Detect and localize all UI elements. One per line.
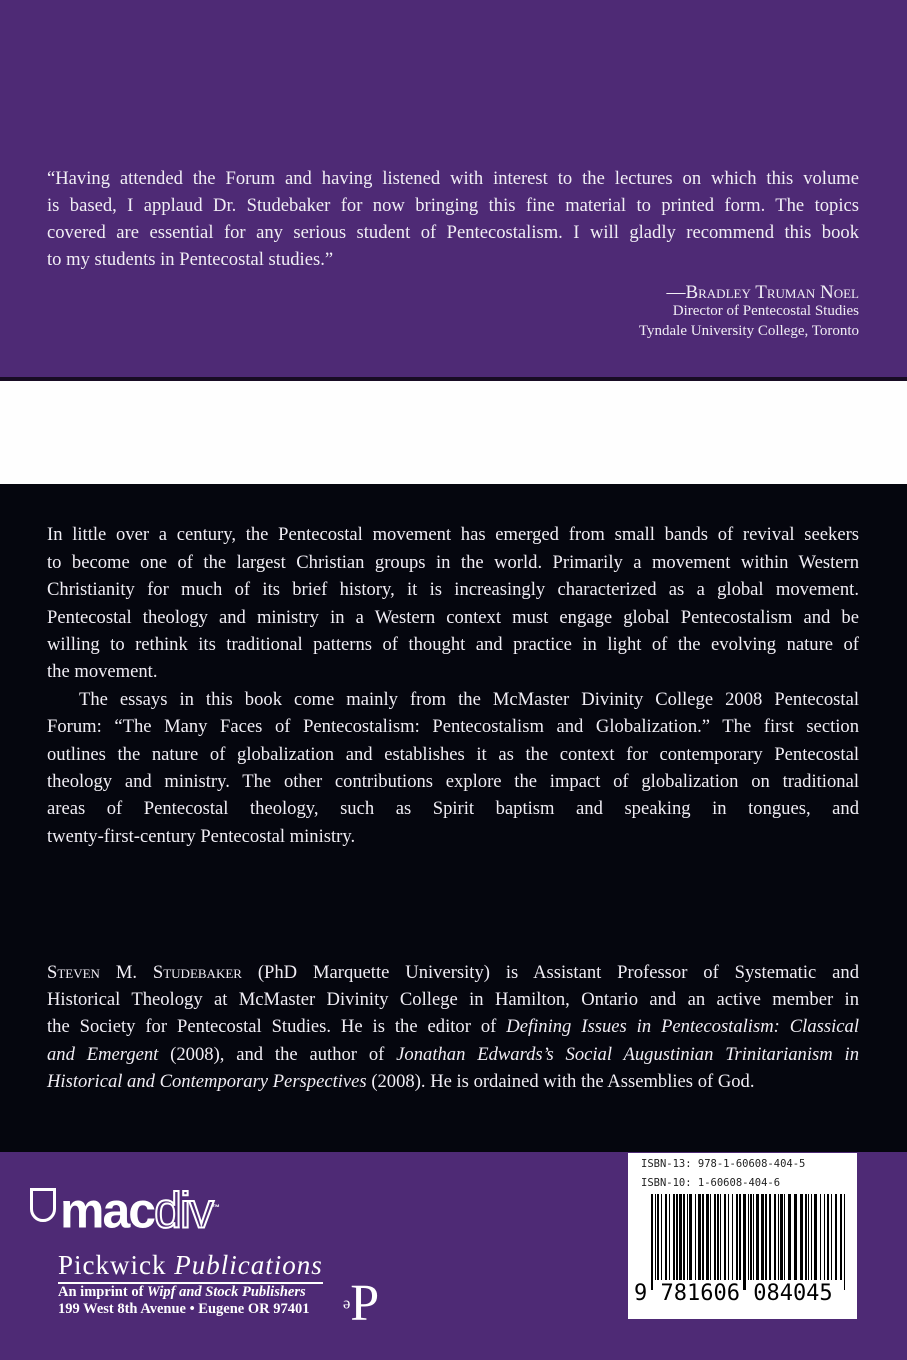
barcode-bar [720,1194,721,1280]
text-line: Pentecostal theology and ministry in a Western context must engage global Pentecostalism and be [47,607,859,628]
barcode-bar [753,1194,754,1280]
barcode-bar [673,1194,675,1280]
text-line: willing to rethink its traditional patterns of thought and practice in light of the evolving nature of [47,634,859,655]
barcode-bar [717,1194,719,1280]
barcode-bar [748,1194,749,1280]
barcode-bar [784,1194,785,1280]
isbn-barcode [628,1153,857,1319]
barcode-bar [780,1194,783,1280]
text-line: Christianity for much of its brief history, it is increasingly characterized as a global movement. [47,579,859,600]
barcode-bar [724,1194,726,1280]
text-line: areas of Pentecostal theology, such as Spirit baptism and speaking in tongues, and [47,798,859,819]
barcode-bar [824,1194,825,1280]
text-line: In little over a century, the Pentecostal movement has emerged from small bands of revival seekers [47,524,859,545]
barcode-bar [840,1194,842,1280]
barcode-bar [661,1194,662,1280]
text-line: twenty-first-century Pentecostal ministry. [47,826,356,847]
barcode-bar [756,1194,759,1280]
barcode-bar [739,1194,741,1280]
text-line: to become one of the largest Christian groups in the world. Primarily a movement within Western [47,552,859,573]
text-line: Historical Theology at McMaster Divinity College in Hamilton, Ontario and an active member in [47,989,859,1010]
barcode-bar [794,1194,797,1280]
quote-line: is based, I applaud Dr. Studebaker for now bringing this fine material to printed form. The topics [47,195,859,216]
barcode-bar [827,1194,829,1280]
barcode-bar [687,1194,688,1280]
quote-line: “Having attended the Forum and having listened with interest to the lectures on which this volume [47,168,859,189]
barcode-bar [714,1194,716,1280]
shield-icon [30,1188,56,1222]
barcode-bar [800,1194,803,1280]
book-title: Defining Issues in Pentecostalism: Classical [506,1016,859,1037]
text: (PhD Marquette University) is Assistant Professor of Systematic and [241,962,859,983]
barcode-bar [805,1194,807,1280]
barcode-bar [808,1194,809,1280]
barcode-bar [774,1194,776,1280]
quote-line: covered are essential for any serious student of Pentecostalism. I will gladly recommend this book [47,222,859,243]
endorser-name: —Bradley Truman Noel [666,282,859,303]
barcode-number: 9 781606 084045 [634,1281,833,1306]
barcode-bar [750,1194,752,1280]
barcode-bar [683,1194,685,1280]
barcode-bar [679,1194,682,1280]
barcode-bar [814,1194,817,1280]
imprint-line [58,1284,306,1301]
isbn-10: ISBN-10: 1-60608-404-6 [641,1177,781,1189]
pickwick-p-logo: $^ₔ$P [343,1275,380,1332]
text-line: The essays in this book come mainly from the McMaster Divinity College 2008 Pentecostal [79,689,859,710]
barcode-bars [637,1194,848,1292]
book-title: Historical and Contemporary Perspectives [47,1071,367,1092]
barcode-bar [702,1194,704,1280]
text: the Society for Pentecostal Studies. He is the editor of [47,1016,507,1037]
barcode-bar [665,1194,667,1280]
text: Wipf and Stock Publishers [147,1284,306,1300]
text: Pickwick [58,1250,175,1280]
barcode-bar [732,1194,733,1280]
text: An imprint of [58,1284,148,1300]
text-line: the movement. [47,661,158,682]
white-band [0,381,907,484]
barcode-bar [698,1194,701,1280]
barcode-bar [651,1194,653,1290]
book-title: and Emergent [47,1044,159,1065]
barcode-bar [710,1194,711,1280]
barcode-bar [831,1194,832,1280]
barcode-bar [778,1194,779,1280]
trademark: ™ [212,1203,220,1212]
logo-letter: P [350,1275,380,1332]
barcode-bar [728,1194,729,1280]
macdiv-logo [30,1180,220,1239]
text-line: theology and ministry. The other contributions explore the impact of globalization on traditional [47,771,859,792]
barcode-bar [676,1194,678,1280]
quote-line: to my students in Pentecostal studies.” [47,249,334,270]
barcode-bar [695,1194,696,1280]
publisher-name [58,1250,323,1284]
text: (2008). He is ordained with the Assemblies of God. [366,1071,755,1092]
barcode-bar [669,1194,670,1280]
endorser-institution: Tyndale University College, Toronto [638,323,859,339]
author-name: Steven M. Studebaker [47,962,242,983]
isbn-13: ISBN-13: 978-1-60608-404-5 [641,1158,806,1170]
barcode-bar [761,1194,764,1280]
barcode-bar [765,1194,767,1280]
barcode-bar [743,1194,746,1290]
book-title: Jonathan Edwards’s Social Augustinian Trinitarianism in [396,1044,859,1065]
barcode-bar [689,1194,692,1280]
logo-text: mac [60,1182,155,1239]
text: Publications [174,1250,323,1280]
text-line: Forum: “The Many Faces of Pentecostalism: Pentecostalism and Globalization.” The first section [47,716,859,737]
publisher-address: 199 West 8th Avenue • Eugene OR 97401 [58,1301,310,1317]
logo-text: div [154,1182,212,1239]
text-line: outlines the nature of globalization and establishes it as the context for contemporary Pentecostal [47,744,859,765]
barcode-bar [769,1194,771,1280]
barcode-bar [811,1194,812,1280]
barcode-bar [835,1194,837,1280]
text: (2008), and the author of [158,1044,397,1065]
barcode-bar [706,1194,709,1280]
barcode-bar [655,1194,656,1280]
barcode-bar [788,1194,791,1280]
barcode-bar [736,1194,738,1280]
barcode-bar [657,1194,659,1280]
barcode-bar [844,1194,845,1290]
barcode-bar [820,1194,821,1280]
endorser-role: Director of Pentecostal Studies [672,303,859,319]
